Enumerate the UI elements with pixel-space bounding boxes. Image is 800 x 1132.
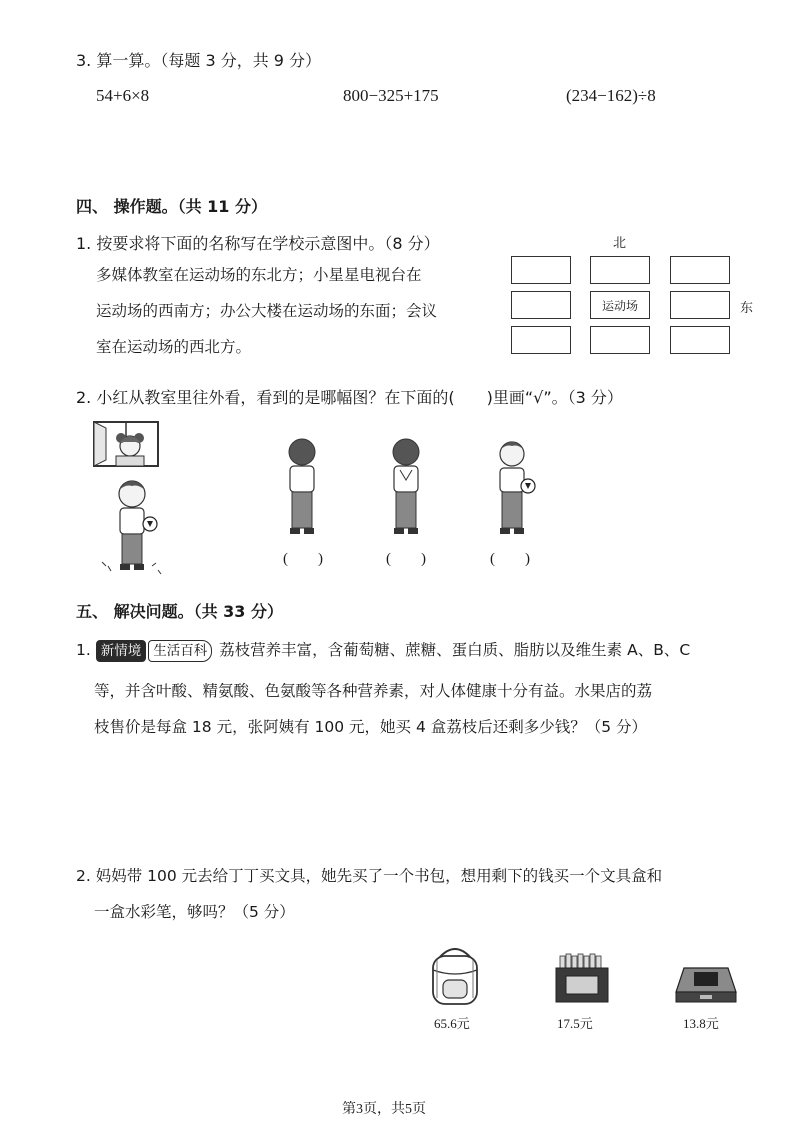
section5-q1-number: 1.	[76, 641, 91, 659]
q3-expression-1: 54+6×8	[96, 86, 150, 105]
backpack-icon	[425, 938, 485, 1008]
map-cell-sw[interactable]	[511, 326, 571, 354]
section5-q2-line1: 2. 妈妈带 100 元去给丁丁买文具，她先买了一个书包，想用剩下的钱买一个文具盒和	[76, 867, 663, 885]
section4-q1-prompt: 1. 按要求将下面的名称写在学校示意图中。（8 分）	[76, 234, 440, 253]
section5-q1-line3: 枝售价是每盒 18 元，张阿姨有 100 元，她买 4 盒荔枝后还剩多少钱？（5 分）	[94, 718, 648, 736]
q3-expression-3: (234−162)÷8	[566, 86, 656, 105]
answer-paren-3[interactable]: ( )	[490, 551, 530, 567]
section5-title: 五、 解决问题。（共 33 分）	[76, 602, 283, 621]
crayon-box-price: 17.5元	[557, 1016, 593, 1031]
map-cell-nw[interactable]	[511, 256, 571, 284]
new-context-tag: 新情境	[96, 640, 147, 662]
section4-title: 四、 操作题。（共 11 分）	[76, 197, 267, 216]
boy-front-view	[488, 436, 548, 546]
map-cell-center	[590, 291, 650, 319]
map-center-label: 运动场	[601, 298, 638, 313]
map-cell-w[interactable]	[511, 291, 571, 319]
backpack-price: 65.6元	[434, 1016, 470, 1031]
pencil-case-price: 13.8元	[683, 1016, 719, 1031]
section5-q1-line1	[76, 634, 690, 667]
section5-q2-line2: 一盒水彩笔，够吗？（5 分）	[94, 903, 295, 921]
answer-paren-2[interactable]: ( )	[386, 551, 426, 567]
section4-q2-prompt: 2. 小红从教室里往外看，看到的是哪幅图？在下面的( )里画“√”。（3 分）	[76, 388, 623, 407]
answer-paren-1[interactable]: ( )	[283, 551, 323, 567]
map-east-label: 东	[740, 301, 754, 316]
section4-q1-line1: 多媒体教室在运动场的东北方；小星星电视台在	[96, 266, 422, 284]
crayon-box-icon	[552, 952, 612, 1006]
section5-q1-text1: 荔枝营养丰富，含葡萄糖、蔗糖、蛋白质、脂肪以及维生素 A、B、C	[219, 641, 691, 659]
section4-q1-line3: 室在运动场的西北方。	[96, 338, 252, 356]
life-encyclopedia-tag: 生活百科	[148, 640, 212, 662]
boy-back-view-1	[278, 436, 328, 546]
q3-title: 3. 算一算。（每题 3 分，共 9 分）	[76, 51, 322, 70]
map-cell-se[interactable]	[670, 326, 730, 354]
map-cell-e[interactable]	[670, 291, 730, 319]
map-cell-n[interactable]	[590, 256, 650, 284]
window-girl-boy-illustration	[90, 416, 190, 586]
map-north-label: 北	[613, 236, 627, 251]
section4-q1-line2: 运动场的西南方；办公大楼在运动场的东面；会议	[96, 302, 438, 320]
map-cell-s[interactable]	[590, 326, 650, 354]
q3-expression-2: 800−325+175	[343, 86, 439, 105]
map-cell-ne[interactable]	[670, 256, 730, 284]
pencil-case-icon	[674, 962, 738, 1006]
section5-q1-line2: 等，并含叶酸、精氨酸、色氨酸等各种营养素，对人体健康十分有益。水果店的荔	[94, 682, 653, 700]
page-footer: 第3页，共5页	[342, 1102, 426, 1117]
boy-back-view-2	[382, 436, 432, 546]
